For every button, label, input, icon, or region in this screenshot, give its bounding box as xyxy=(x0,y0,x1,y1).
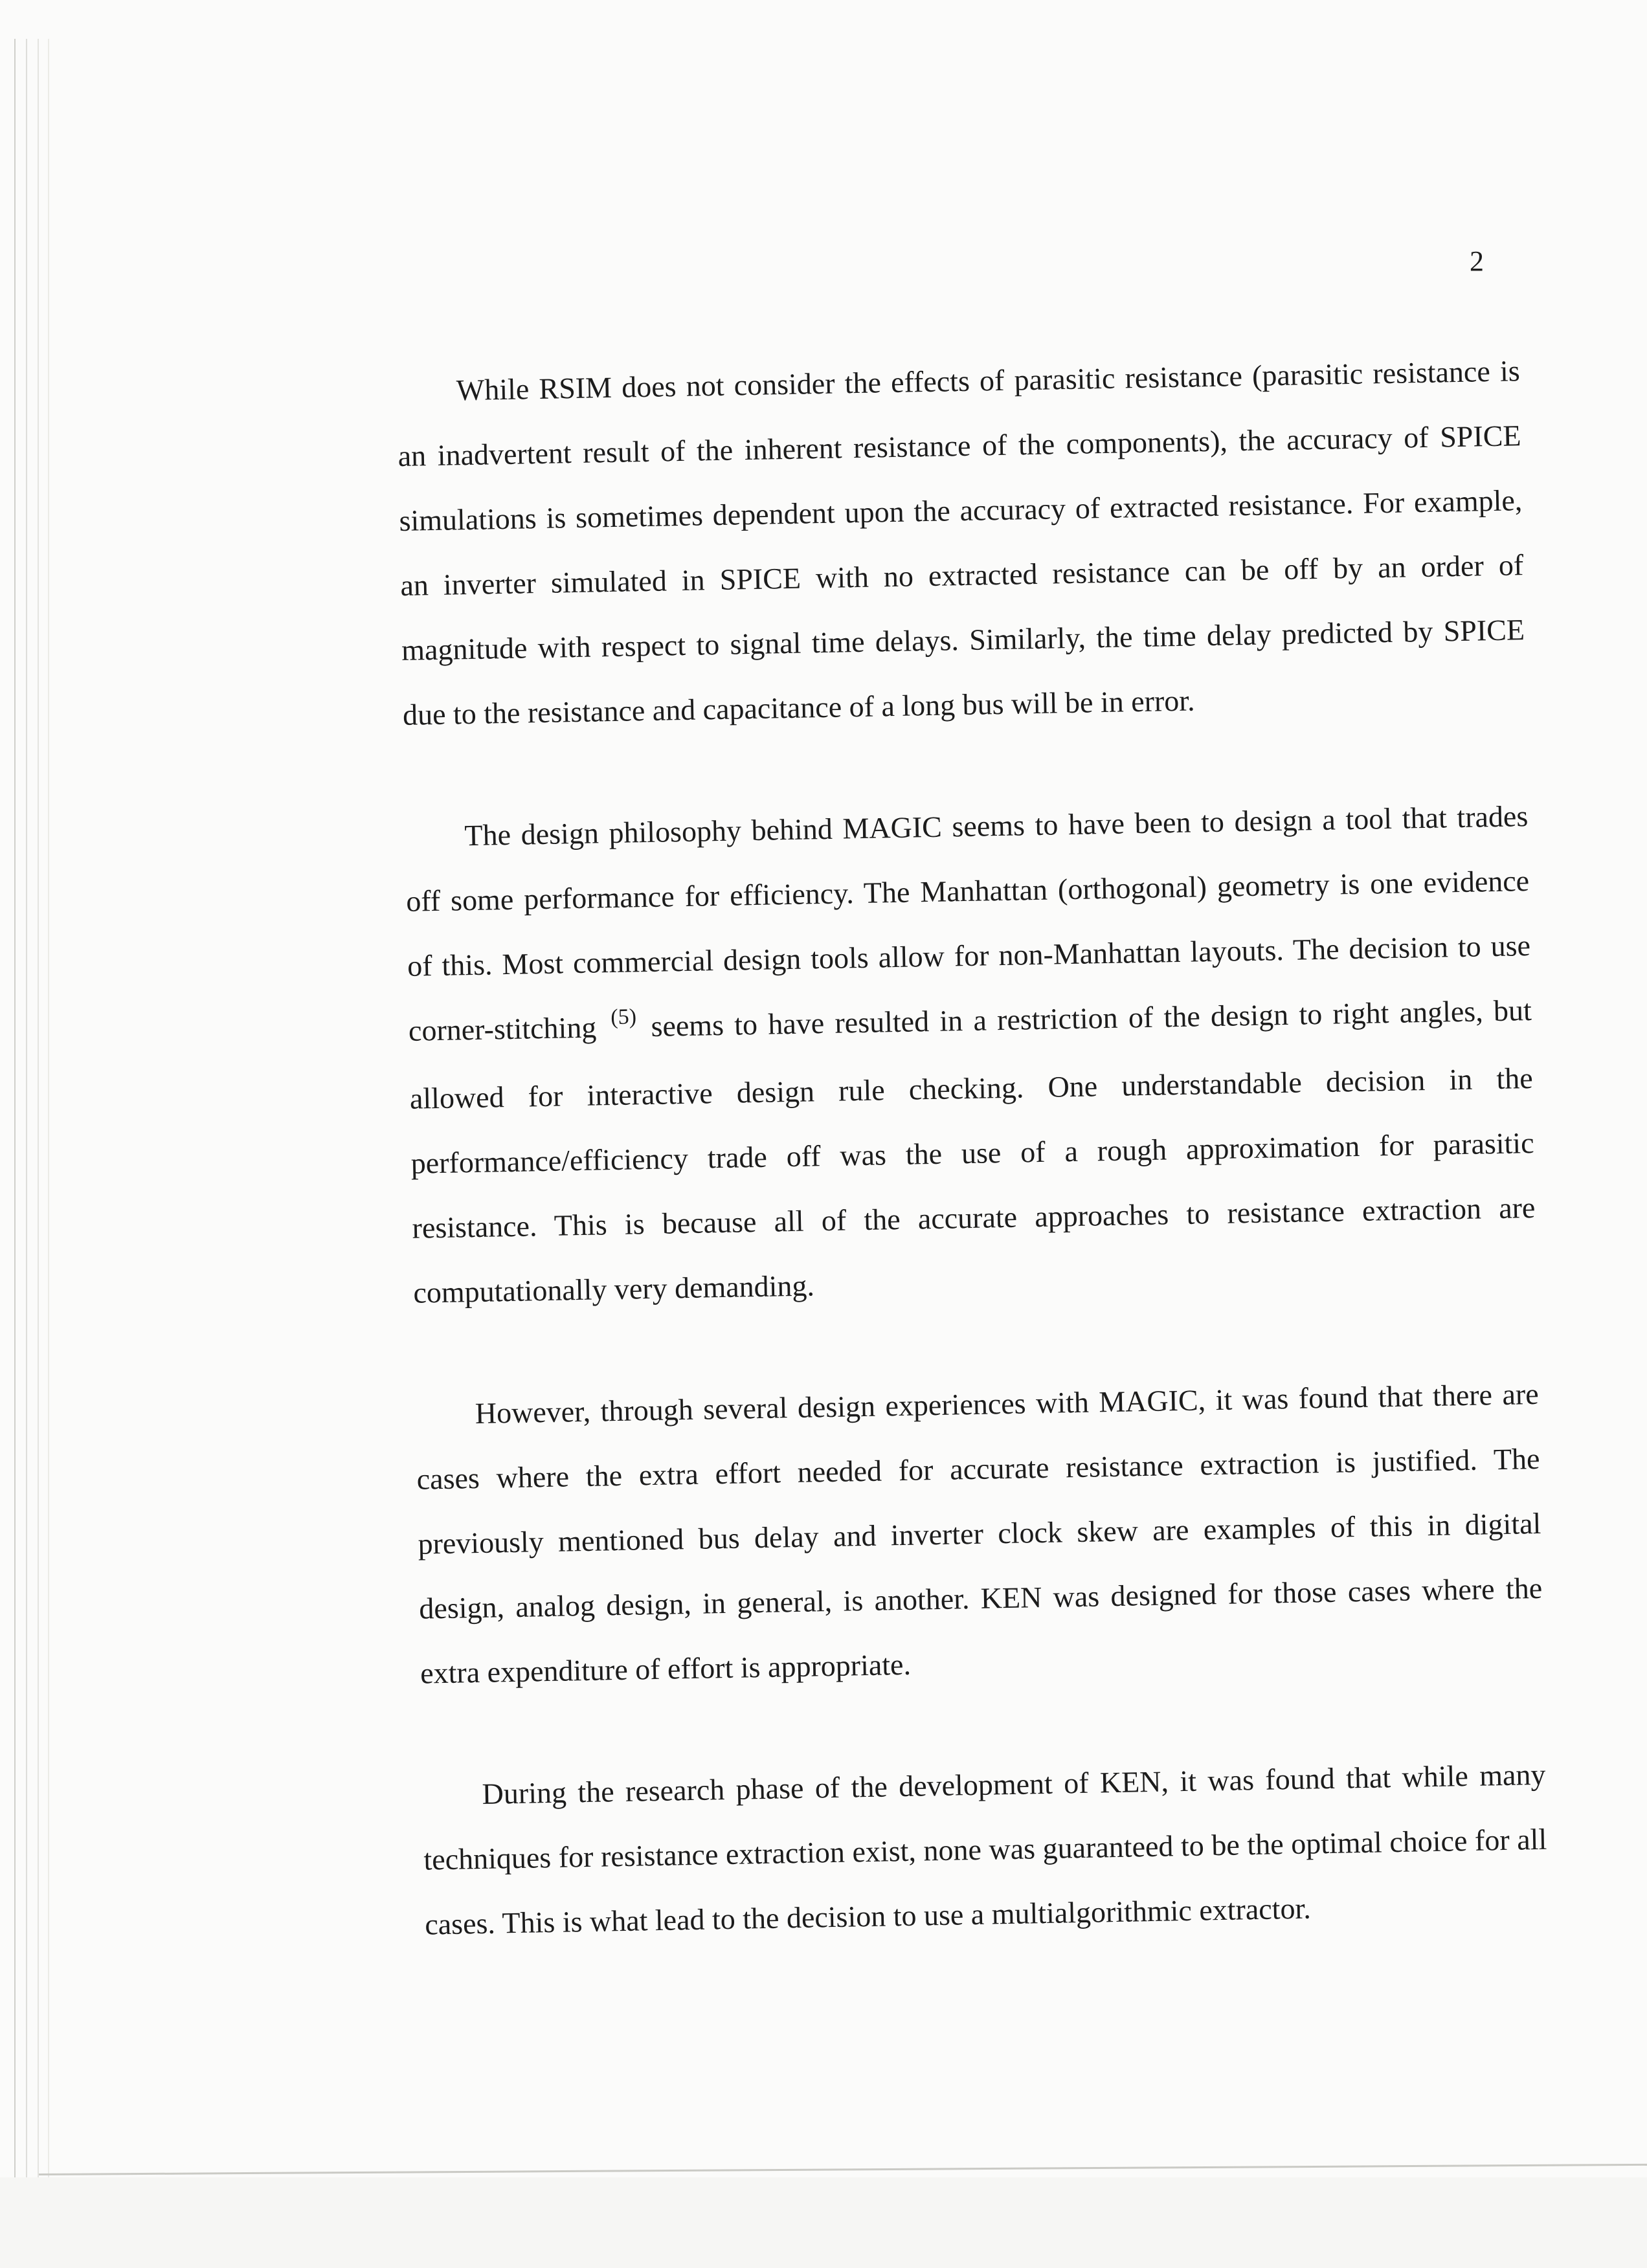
page-number: 2 xyxy=(1470,245,1484,277)
page-edge xyxy=(14,39,16,2268)
paragraph-rsim-parasitic-resistance: While RSIM does not consider the effects of parasitic resistance (parasitic resistance is an inadvertent result of the inherent resistance of the components), the accuracy of SPICE simulations is sometimes dependent upon the accuracy of extracted resistance. For example, an inverter simulated in SPICE with no extracted resistance can be off by an order of magnitude with respect to signal time delays. Similarly, the time delay predicted by SPICE due to the resistance and capacitance of a long bus will be in error. xyxy=(398,354,1525,731)
citation-reference: (5) xyxy=(610,1005,637,1030)
page-edge xyxy=(38,39,39,2268)
body-text xyxy=(396,339,1549,1957)
paragraph-text: The design philosophy behind MAGIC seems to have been to design a tool that trades off some performance for efficiency. The Manhattan (orthogonal) geometry is one evidence of this. Most commercial design tools allow for non-Manhattan layouts. The decision to use corner-stitching xyxy=(405,799,1531,1047)
paragraph-magic-design-philosophy xyxy=(405,784,1537,1326)
paragraph-design-experiences: However, through several design experiences with MAGIC, it was found that there are cases where the extra effort needed for accurate resistance extraction is justified. The previously mentioned bus delay and inverter clock skew are examples of this in digital design, analog design, in general, is another. KEN was designed for those cases where the extra expenditure of effort is appropriate. xyxy=(416,1377,1543,1690)
paragraph-text: seems to have resulted in a restriction of the design to right angles, but allowed for interactive design rule checking. One understandable decision in the performance/efficiency trade off was the use of a rough approximation for parasitic resistance. This is because all of the accurate approaches to resistance extraction are computationally very demanding. xyxy=(409,994,1536,1309)
page-bottom-edge xyxy=(39,2164,1647,2175)
page-bottom-margin xyxy=(0,2177,1647,2268)
page-edge xyxy=(26,39,27,2268)
page-edge xyxy=(48,39,49,2268)
paragraph-research-phase: During the research phase of the development of KEN, it was found that while many techniques for resistance extraction exist, none was guaranteed to be the optimal choice for all cases. This is what lead to the decision to use a multialgorithmic extractor. xyxy=(423,1757,1547,1941)
